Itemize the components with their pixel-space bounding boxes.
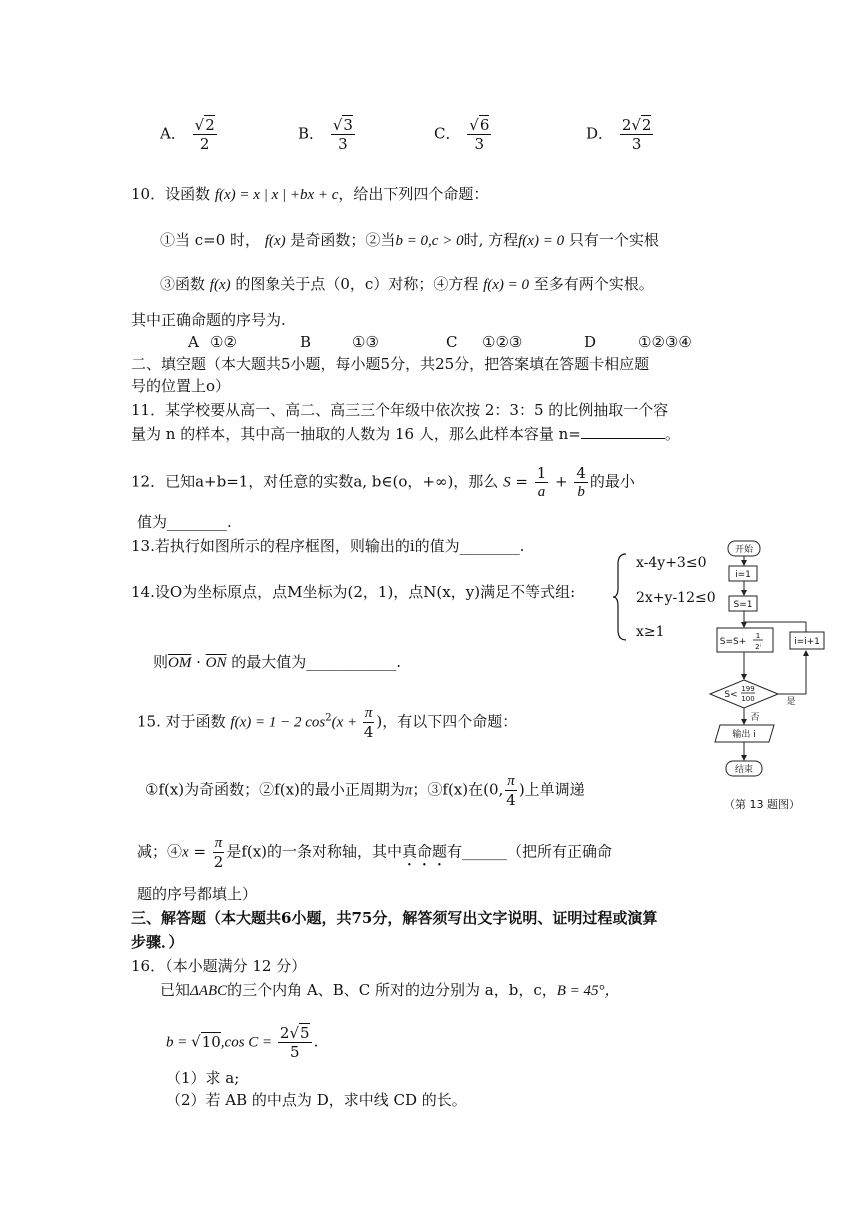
q14-constraint-2: 2x+y-12≤0 <box>636 590 716 606</box>
flow-init-i-text: i=1 <box>735 570 751 580</box>
flow-caption: （第 13 题图） <box>724 798 800 811</box>
q9-option-b-label: B． <box>298 124 325 143</box>
q10-options: A ①② B ①③ C ①②③ D ①②③④ <box>188 333 692 351</box>
q13-text: 13.若执行如图所示的程序框图，则输出的i的值为________. <box>131 537 525 555</box>
q9-option-d <box>586 116 655 153</box>
q15-fraction-pi-4: $\frac{\pi}{4}$ <box>363 705 374 741</box>
flow-condition-den: 100 <box>741 695 755 703</box>
q12-line2: 值为________. <box>137 513 232 531</box>
q10-stem: 10．设函数 f(x) = x | x | +bx + c，给出下列四个命题： <box>131 185 489 203</box>
section2-heading-line2: 号的位置上o） <box>131 377 231 395</box>
flow-init-s-text: S=1 <box>733 600 753 610</box>
q14-constraint-3: x≥1 <box>636 624 665 640</box>
q11-answer-blank[interactable] <box>581 424 665 439</box>
q16-part2: （2）若 AB 的中点为 D，求中线 CD 的长。 <box>166 1091 467 1109</box>
flow-update-s-text: S=S+ <box>719 637 747 647</box>
q9-option-a-label: A． <box>160 124 186 143</box>
q9-option-b <box>298 116 357 153</box>
q10-prompt: 其中正确命题的序号为. <box>131 311 286 329</box>
q9-option-c-label: C． <box>434 124 461 143</box>
q11-line2: 量为 n 的样本，其中高一抽取的人数为 16 人，那么此样本容量 n= 。 <box>131 425 680 443</box>
q15-line1: 15. 对于函数 f(x) = 1 − 2 $\cos^2(x$ + $\frac{\pi}{4}$ )，有以下四个命题： <box>137 705 518 741</box>
q12-line1: 12．已知a+b=1，对任意的实数a, b∈(o，+∞)，那么 S = $\frac{1}{a}$ + $\frac{4}{b}$ 的最小 <box>131 464 635 500</box>
flow-increment-text: i=i+1 <box>794 637 820 647</box>
flow-output-text: 输出 i <box>732 730 756 740</box>
q10-line1: ①当 c=0 时， f(x) 是奇函数；②当b = 0,c > 0时, 方程f(x) = 0 只有一个实根 <box>160 231 659 249</box>
q14-line2: 则$\overline{OM} \cdot \overline{ON}$ 的最大值为____________. <box>153 653 402 671</box>
q9-option-a <box>160 116 219 153</box>
q9-option-d-label: D． <box>586 124 614 143</box>
q15-line4: 题的序号都填上） <box>137 885 258 903</box>
q9-option-a-fraction: $\frac{√2}{2}$ <box>194 116 215 153</box>
section3-heading-line2: 步骤．） <box>131 933 184 951</box>
q10-line2: ③函数 f(x) 的图象关于点（0，c）对称；④方程 f(x) = 0 至多有两个实根。 <box>160 275 654 293</box>
flow-start-text: 开始 <box>734 545 754 555</box>
flow-condition-text: S< <box>724 690 738 700</box>
flow-end-text: 结束 <box>734 765 754 775</box>
q9-option-b-fraction: $\frac{√3}{3}$ <box>332 116 353 153</box>
section3-heading-line1: 三、解答题（本大题共6小题，共75分，解答须写出文字说明、证明过程或演算 <box>131 909 658 927</box>
q11-line1: 11．某学校要从高一、高二、高三三个年级中依次按 2：3：5 的比例抽取一个容 <box>131 401 669 419</box>
q15-line3: 减；④x = $\frac{\pi}{2}$ 是f(x)的一条对称轴，其中真命题有______（把所有正确命 <box>137 835 613 871</box>
q16-line2: b = √10,cos C = $\frac{2√5}{5}$ . <box>166 1024 319 1061</box>
q15-fraction-pi-2: $\frac{\pi}{2}$ <box>213 835 224 871</box>
q16-line1: 已知ΔABC的三个内角 A、B、C 所对的边分别为 a，b，c，B = 45°， <box>160 981 620 999</box>
q9-option-c <box>434 116 493 153</box>
flow-update-frac-num: 1 <box>755 632 761 640</box>
flow-condition-num: 199 <box>741 685 755 693</box>
q9-option-d-fraction: $\frac{2√2}{3}$ <box>621 116 652 153</box>
q12-fraction-2: $\frac{4}{b}$ <box>576 464 586 500</box>
q14-text: 14.设O为坐标原点，点M坐标为(2，1)，点N(x，y)满足不等式组: <box>131 583 576 601</box>
q14-brace <box>612 552 628 642</box>
q16-part1: （1）求 a; <box>166 1069 240 1087</box>
q9-option-c-fraction: $\frac{√6}{3}$ <box>469 116 490 153</box>
section2-heading-line1: 二、填空题（本大题共5小题，每小题5分，共25分，把答案填在答题卡相应题 <box>131 355 650 373</box>
q16-heading: 16．（本小题满分 12 分） <box>131 957 307 975</box>
flowchart <box>692 534 842 816</box>
flow-no-label: 否 <box>750 713 760 723</box>
q15-fraction-interval: $\frac{\pi}{4}$ <box>506 773 516 809</box>
q15-line2: ①f(x)为奇函数；②f(x)的最小正周期为π；③f(x)在(0, $\frac{\pi}{4}$ )上单调递 <box>145 773 585 809</box>
flow-update-frac-den: 2ⁱ <box>755 643 761 651</box>
q14-constraint-1: x-4y+3≤0 <box>636 555 707 571</box>
q16-cos-fraction: $\frac{2√5}{5}$ <box>279 1024 310 1061</box>
flow-yes-label: 是 <box>786 697 796 707</box>
q12-fraction-1: $\frac{1}{a}$ <box>536 464 547 500</box>
